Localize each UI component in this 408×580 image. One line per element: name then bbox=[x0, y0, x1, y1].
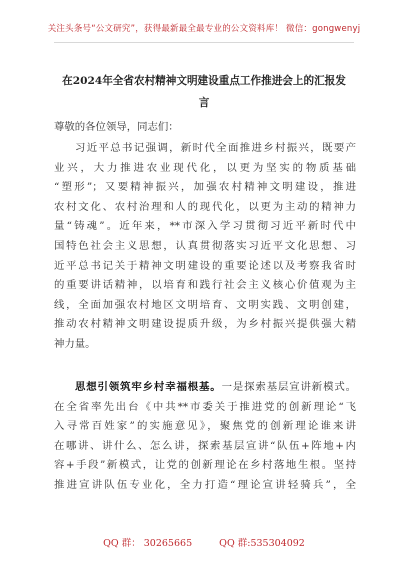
paragraph-line: 入寻常百姓家”的实施意见》，聚焦党的创新理论谁来讲 bbox=[54, 420, 356, 433]
paragraph-line: “塑形”；又要精神振兴，加强农村精神文明建设，推进 bbox=[54, 181, 356, 194]
paragraph-line: 推进宣讲队伍专业化，全力打造“理论宣讲轻骑兵”，全 bbox=[54, 478, 356, 491]
paragraph-line: 推动农村精神文明建设提质升级，为乡村振兴提供强大精 bbox=[54, 318, 356, 331]
header-divider bbox=[54, 42, 354, 43]
paragraph-line: 在哪讲、讲什么、怎么讲，探索基层宣讲“队伍+阵地+内 bbox=[54, 439, 356, 452]
paragraph-line: 国特色社会主义思想，认真贯彻落实习近平文化思想、习 bbox=[54, 239, 356, 252]
paragraph-line bbox=[54, 378, 356, 398]
paragraph-line: 的重要讲话精神，以培育和践行社会主义核心价值观为主 bbox=[54, 279, 356, 292]
footer-qq-group-2: QQ 群:535304092 bbox=[219, 538, 305, 549]
salutation: 尊敬的各位领导，同志们： bbox=[54, 121, 179, 133]
paragraph-line: 神力量。 bbox=[54, 337, 96, 350]
title-line-2: 言 bbox=[198, 97, 210, 109]
paragraph-line: 量“铸魂”。近年来，**市深入学习贯彻习近平新时代中 bbox=[54, 220, 356, 233]
section-heading: 思想引领筑牢乡村幸福根基。 bbox=[75, 381, 222, 393]
paragraph-line: 业兴，大力推进农业现代化，以更为坚实的物质基础 bbox=[54, 161, 356, 174]
paragraph-1 bbox=[54, 139, 356, 355]
paragraph-line: 线，全面加强农村地区文明培育、文明实践、文明创建， bbox=[54, 298, 356, 311]
paragraph-line: 农村文化、农村治理和人的现代化，以更为主动的精神力 bbox=[54, 200, 356, 213]
heading-line-rest: 一是探索基层宣讲新模式。 bbox=[221, 381, 356, 393]
document-title bbox=[54, 70, 354, 114]
paragraph-line: 近平总书记关于精神文明建设的重要论述以及考察我省时 bbox=[54, 259, 356, 272]
footer bbox=[0, 535, 408, 549]
paragraph-line: 习近平总书记强调，新时代全面推进乡村振兴，既要产 bbox=[75, 142, 356, 154]
paragraph-2 bbox=[54, 378, 356, 496]
footer-qq-group-1: QQ 群： 30265665 bbox=[103, 538, 193, 549]
paragraph-line: 在全省率先出台《中共**市委关于推进党的创新理论“飞 bbox=[54, 400, 356, 413]
title-line-1: 在2024年全省农村精神文明建设重点工作推进会上的汇报发 bbox=[62, 75, 346, 87]
paragraph-line: 容+手段”新模式，让党的创新理论在乡村落地生根。坚持 bbox=[54, 459, 356, 472]
header-ad-text: 关注头条号“公文研究”，获得最新最全最专业的公文资料库！ 微信：gongwenyj bbox=[47, 24, 361, 34]
